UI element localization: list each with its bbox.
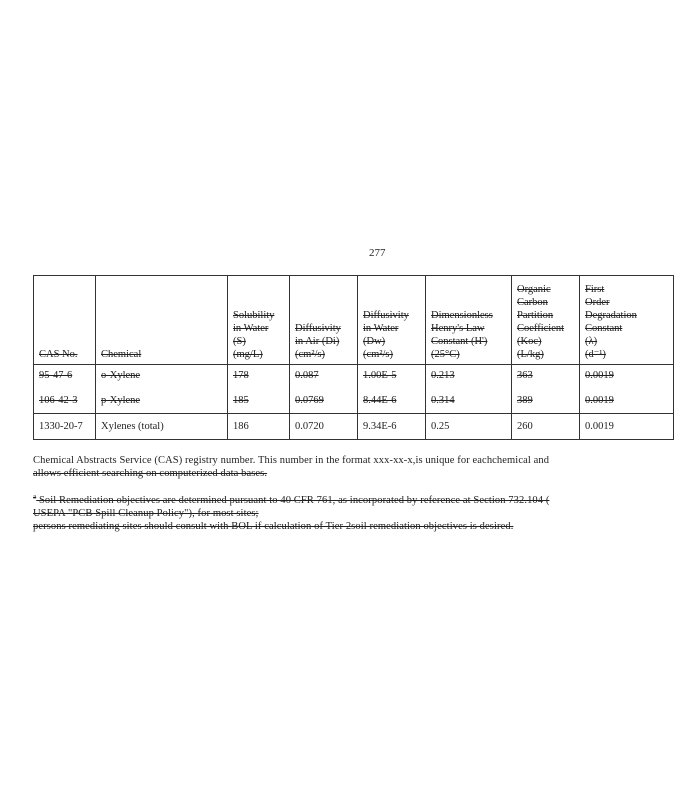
header-line: in Water (363, 323, 399, 334)
cell-value: 363 (517, 370, 533, 381)
table-cell (426, 365, 512, 414)
table-row-xylenes-total (34, 414, 674, 440)
header-cell (426, 276, 512, 365)
footnote-a-line-1 (33, 494, 653, 507)
cas-footnote-line-2: allows efficient searching on computerized data bases. (33, 468, 268, 479)
header-cell (580, 276, 674, 365)
table-cell: 0.25 (426, 414, 512, 440)
header-cell (290, 276, 358, 365)
footnote-a-line-1-text: Soil Remediation objectives are determined pursuant to 40 CFR 761, as incorporated by reference at Section 732.104 ( (36, 495, 550, 506)
cell-value: 185 (233, 395, 249, 406)
header-line: Partition (517, 310, 554, 321)
footnote-a-line-2: USEPA "PCB Spill Cleanup Policy"), for most sites; (33, 508, 259, 519)
table-cell (290, 365, 358, 414)
cell-value: 1.00E-5 (363, 370, 397, 381)
table-cell (580, 365, 674, 414)
header-line: First (585, 284, 605, 295)
table-cell: Xylenes (total) (96, 414, 228, 440)
header-line: Dimensionless (431, 310, 493, 321)
cell-value: 0.0019 (585, 370, 614, 381)
cell-value: 389 (517, 395, 533, 406)
table-header-row (34, 276, 674, 365)
header-line: (mg/L) (233, 349, 263, 360)
header-line: (d⁻¹) (585, 349, 606, 360)
header-line: Henry's Law (431, 323, 485, 334)
cell-value: 0.213 (431, 370, 455, 381)
cell-value: 178 (233, 370, 249, 381)
cell-value: 0.087 (295, 370, 319, 381)
header-line: (S) (233, 336, 246, 347)
header-line: in Water (233, 323, 269, 334)
cell-value: 0.0019 (585, 395, 614, 406)
table-cell (228, 365, 290, 414)
table-cell: 186 (228, 414, 290, 440)
header-line: Diffusivity (363, 310, 409, 321)
header-cell (358, 276, 426, 365)
cas-footnote-line-1: Chemical Abstracts Service (CAS) registry number. This number in the format xxx-xx-x,is unique for eachchemical and (33, 455, 550, 466)
page-number: 277 (369, 247, 386, 259)
soil-remediation-footnote (33, 494, 653, 533)
header-line: Chemical (101, 349, 142, 360)
footnote-a-marker: a (33, 492, 37, 501)
table-cell: 9.34E-6 (358, 414, 426, 440)
table-cell (512, 365, 580, 414)
header-line: CAS No. (39, 349, 78, 360)
header-line: (cm²/s) (363, 349, 393, 360)
table-cell (358, 365, 426, 414)
table-cell: 0.0720 (290, 414, 358, 440)
table-cell (34, 365, 96, 414)
table-row-struck-isomers (34, 365, 674, 414)
header-line: (Koc) (517, 336, 542, 347)
header-line: (λ) (585, 336, 598, 347)
header-cell (512, 276, 580, 365)
header-line: Coefficient (517, 323, 565, 334)
footnote-a-line-3: persons remediating sites should consult with BOL if calculation of Tier 2soil remediation objectives is desired. (33, 521, 514, 532)
cell-value: 0.314 (431, 395, 455, 406)
table-cell: 260 (512, 414, 580, 440)
cell-value: p-Xylene (101, 395, 141, 406)
header-cell (228, 276, 290, 365)
header-cell (34, 276, 96, 365)
header-line: (L/kg) (517, 349, 544, 360)
header-line: Order (585, 297, 610, 308)
cell-value: 8.44E-6 (363, 395, 397, 406)
header-line: (25°C) (431, 349, 460, 360)
table-cell: 1330-20-7 (34, 414, 96, 440)
table-cell (96, 365, 228, 414)
cell-value: o-Xylene (101, 370, 141, 381)
header-line: Diffusivity (295, 323, 341, 334)
header-line: Carbon (517, 297, 548, 308)
header-line: Constant (H') (431, 336, 488, 347)
cas-footnote (33, 454, 653, 480)
chemical-properties-table (33, 275, 637, 439)
header-line: Constant (585, 323, 623, 334)
header-cell (96, 276, 228, 365)
header-line: Organic (517, 284, 551, 295)
cell-value: 106-42-3 (39, 395, 78, 406)
cell-value: 0.0769 (295, 395, 324, 406)
header-line: Degradation (585, 310, 637, 321)
header-line: (Dw) (363, 336, 386, 347)
header-line: in Air (Di) (295, 336, 340, 347)
cell-value: 95-47-6 (39, 370, 73, 381)
header-line: Solubility (233, 310, 275, 321)
table-cell: 0.0019 (580, 414, 674, 440)
header-line: (cm²/s) (295, 349, 325, 360)
